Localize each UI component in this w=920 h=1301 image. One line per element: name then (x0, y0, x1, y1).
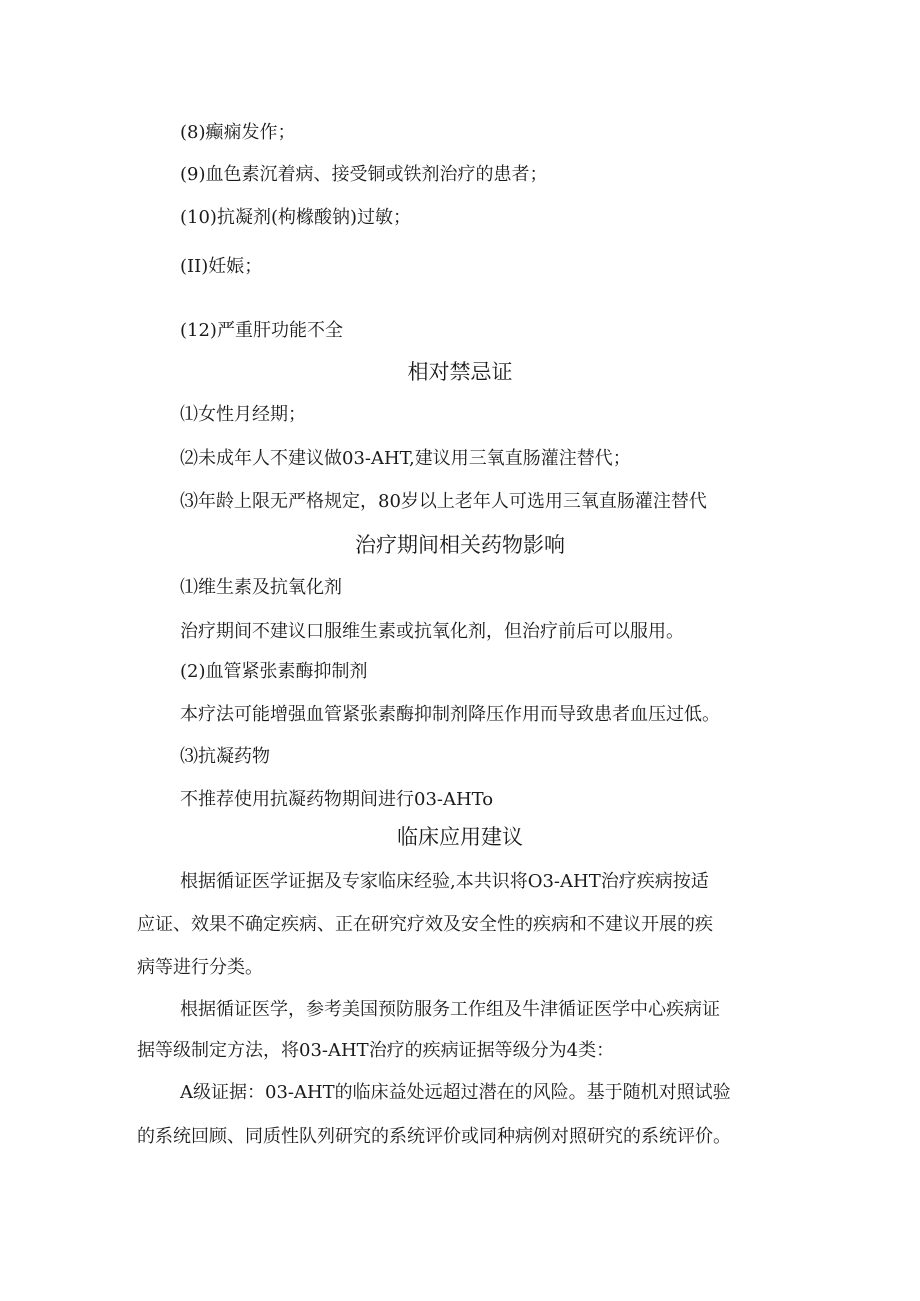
drug-text-anticoagulants: 不推荐使用抗凝药物期间进行03-AHTo (180, 789, 494, 810)
paragraph-1-line-2: 应证、效果不确定疾病、正在研究疗效及安全性的疾病和不建议开展的疾 (137, 914, 713, 935)
drug-subheading-anticoagulants: ⑶抗凝药物 (180, 746, 270, 767)
paragraph-3-line-2: 的系统回顾、同质性队列研究的系统评价或同种病例对照研究的系统评价。 (137, 1126, 731, 1147)
drug-subheading-ace-inhibitors: (2)血管紧张素酶抑制剂 (180, 661, 368, 682)
drug-text-ace-inhibitors: 本疗法可能增强血管紧张素酶抑制剂降压作用而导致患者血压过低。 (180, 704, 720, 725)
paragraph-2-line-2: 据等级制定方法，将03-AHT治疗的疾病证据等级分为4类： (137, 1040, 615, 1061)
paragraph-1-line-1: 根据循证医学证据及专家临床经验,本共识将O3-AHT治疗疾病按适 (180, 871, 709, 892)
section-heading-clinical-recommendations: 临床应用建议 (397, 825, 523, 849)
drug-subheading-vitamins: ⑴维生素及抗氧化剂 (180, 577, 342, 598)
relative-item-2: ⑵未成年人不建议做03-AHT,建议用三氧直肠灌注替代； (180, 448, 631, 469)
contraindication-item-12: (12)严重肝功能不全 (180, 320, 343, 341)
paragraph-2-line-1: 根据循证医学，参考美国预防服务工作组及牛津循证医学中心疾病证 (180, 999, 720, 1020)
paragraph-3-line-1: A级证据：03-AHT的临床益处远超过潜在的风险。基于随机对照试验 (180, 1082, 731, 1103)
drug-text-vitamins: 治疗期间不建议口服维生素或抗氧化剂，但治疗前后可以服用。 (180, 621, 684, 642)
contraindication-item-9: (9)血色素沉着病、接受铜或铁剂治疗的患者； (180, 164, 548, 185)
relative-item-1: ⑴女性月经期； (180, 404, 306, 425)
section-heading-drug-effects: 治疗期间相关药物影响 (355, 533, 565, 557)
paragraph-1-line-3: 病等进行分类。 (137, 957, 263, 978)
contraindication-item-10: (10)抗凝剂(枸橼酸钠)过敏； (180, 207, 411, 228)
contraindication-item-8: (8)癫痫发作； (180, 122, 296, 143)
section-heading-relative-contraindications: 相对禁忌证 (407, 360, 513, 384)
contraindication-item-11: (II)妊娠； (180, 256, 263, 277)
relative-item-3: ⑶年龄上限无严格规定，80岁以上老年人可选用三氧直肠灌注替代 (180, 491, 707, 512)
